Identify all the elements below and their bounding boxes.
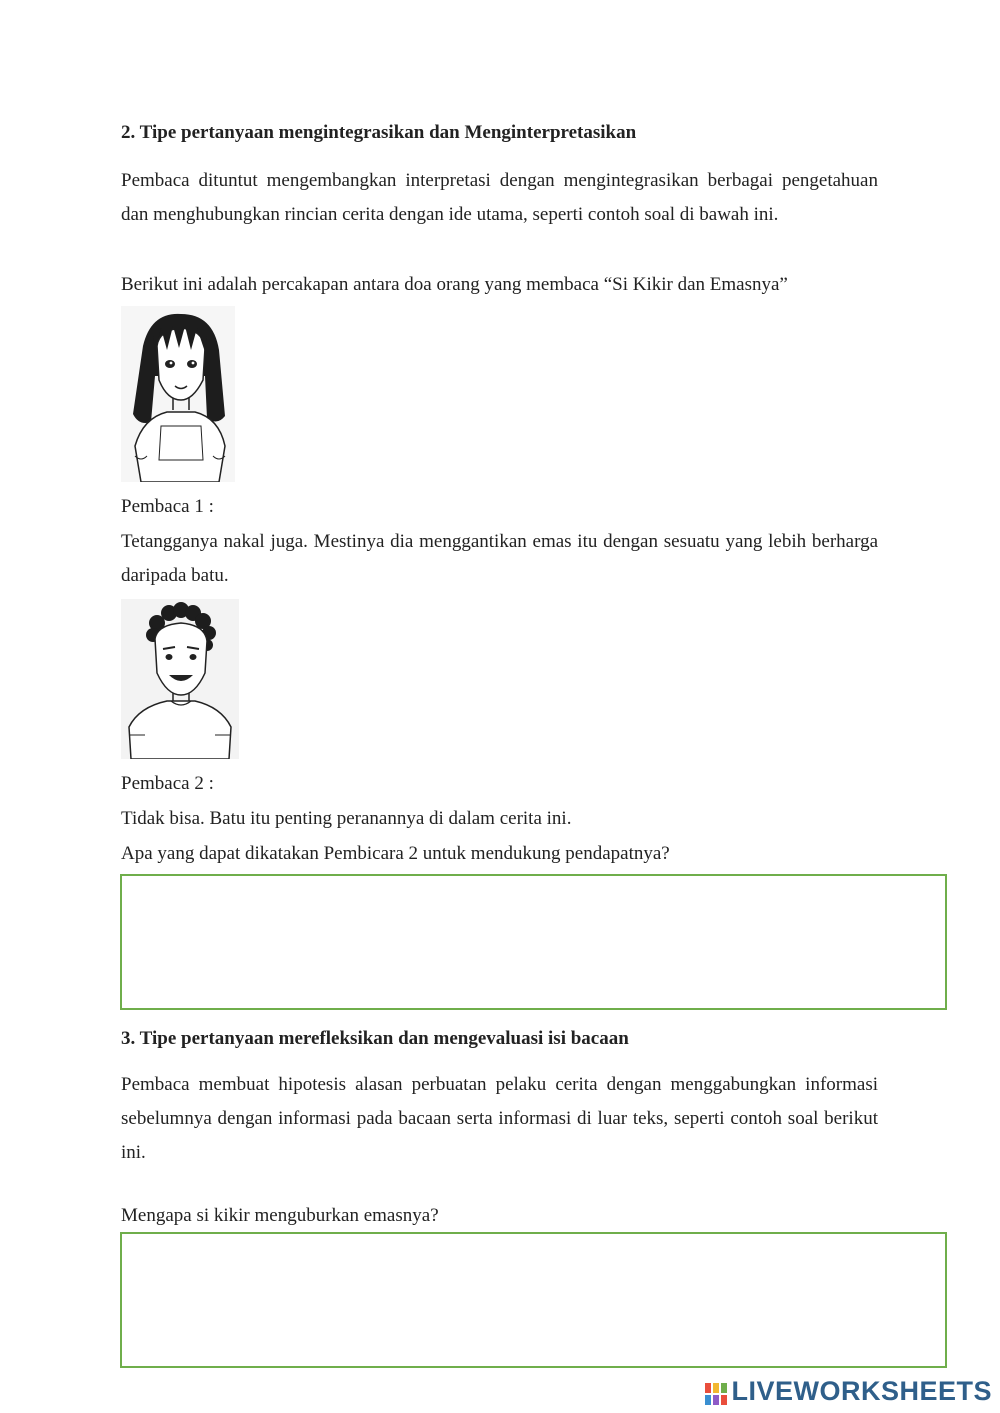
section-3-description: Pembaca membuat hipotesis alasan perbuatan pelaku cerita dengan menggabungkan informasi sebelumnya dengan informasi pada bacaan serta informasi di luar teks, seperti contoh soal berikut ini. xyxy=(121,1074,878,1163)
section-3-question: Mengapa si kikir menguburkan emasnya? xyxy=(121,1205,439,1226)
reader-2-text: Tidak bisa. Batu itu penting peranannya di dalam cerita ini. xyxy=(121,808,572,829)
girl-portrait-icon xyxy=(121,306,235,482)
section-2-intro: Berikut ini adalah percakapan antara doa orang yang membaca “Si Kikir dan Emasnya” xyxy=(121,274,788,295)
answer-input-1[interactable] xyxy=(122,876,945,1008)
answer-box-2[interactable] xyxy=(120,1232,947,1368)
section-2-heading: 2. Tipe pertanyaan mengintegrasikan dan Menginterpretasikan xyxy=(121,122,637,143)
answer-input-2[interactable] xyxy=(122,1234,945,1366)
section-3-heading: 3. Tipe pertanyaan merefleksikan dan mengevaluasi isi bacaan xyxy=(121,1028,629,1049)
reader-2-label: Pembaca 2 : xyxy=(121,773,214,794)
reader-1-label: Pembaca 1 : xyxy=(121,496,214,517)
liveworksheets-brand[interactable] xyxy=(705,1376,992,1407)
answer-box-1[interactable] xyxy=(120,874,947,1010)
liveworksheets-logo-icon xyxy=(705,1381,727,1403)
boy-portrait-icon xyxy=(121,599,239,759)
section-2-description: Pembaca dituntut mengembangkan interpretasi dengan mengintegrasikan berbagai pengetahuan dan menghubungkan rincian cerita dengan ide utama, seperti contoh soal di bawah ini. xyxy=(121,170,878,225)
brand-name: LIVEWORKSHEETS xyxy=(731,1376,992,1406)
section-2-question: Apa yang dapat dikatakan Pembicara 2 untuk mendukung pendapatnya? xyxy=(121,843,670,864)
reader-1-text: Tetangganya nakal juga. Mestinya dia menggantikan emas itu dengan sesuatu yang lebih berharga daripada batu. xyxy=(121,531,878,586)
